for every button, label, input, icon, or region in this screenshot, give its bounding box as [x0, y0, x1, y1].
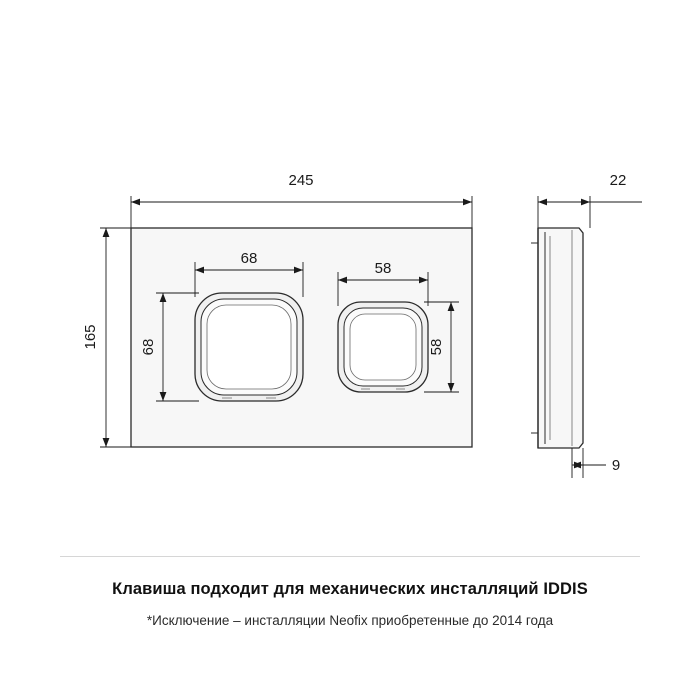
caption-title: Клавиша подходит для механических инсталляций IDDIS	[112, 580, 588, 598]
side-view	[531, 172, 642, 478]
dim-label-height-165: 165	[82, 324, 99, 350]
dim-label-58-width: 58	[374, 260, 392, 277]
caption-subtitle: *Исключение – инсталляции Neofix приобретенные до 2014 года	[146, 613, 554, 628]
dim-label-58-height: 58	[428, 338, 445, 356]
dim-label-depth-22: 22	[609, 172, 627, 189]
caption-block	[0, 578, 700, 630]
dim-label-lip-9: 9	[611, 457, 621, 474]
right-button-inner	[350, 314, 416, 380]
left-button-inner	[207, 305, 291, 389]
dim-label-width-245: 245	[288, 172, 314, 189]
section-divider	[60, 556, 640, 557]
dim-label-68-width: 68	[240, 250, 258, 267]
front-view	[82, 172, 472, 447]
dim-label-68-height: 68	[140, 338, 157, 356]
